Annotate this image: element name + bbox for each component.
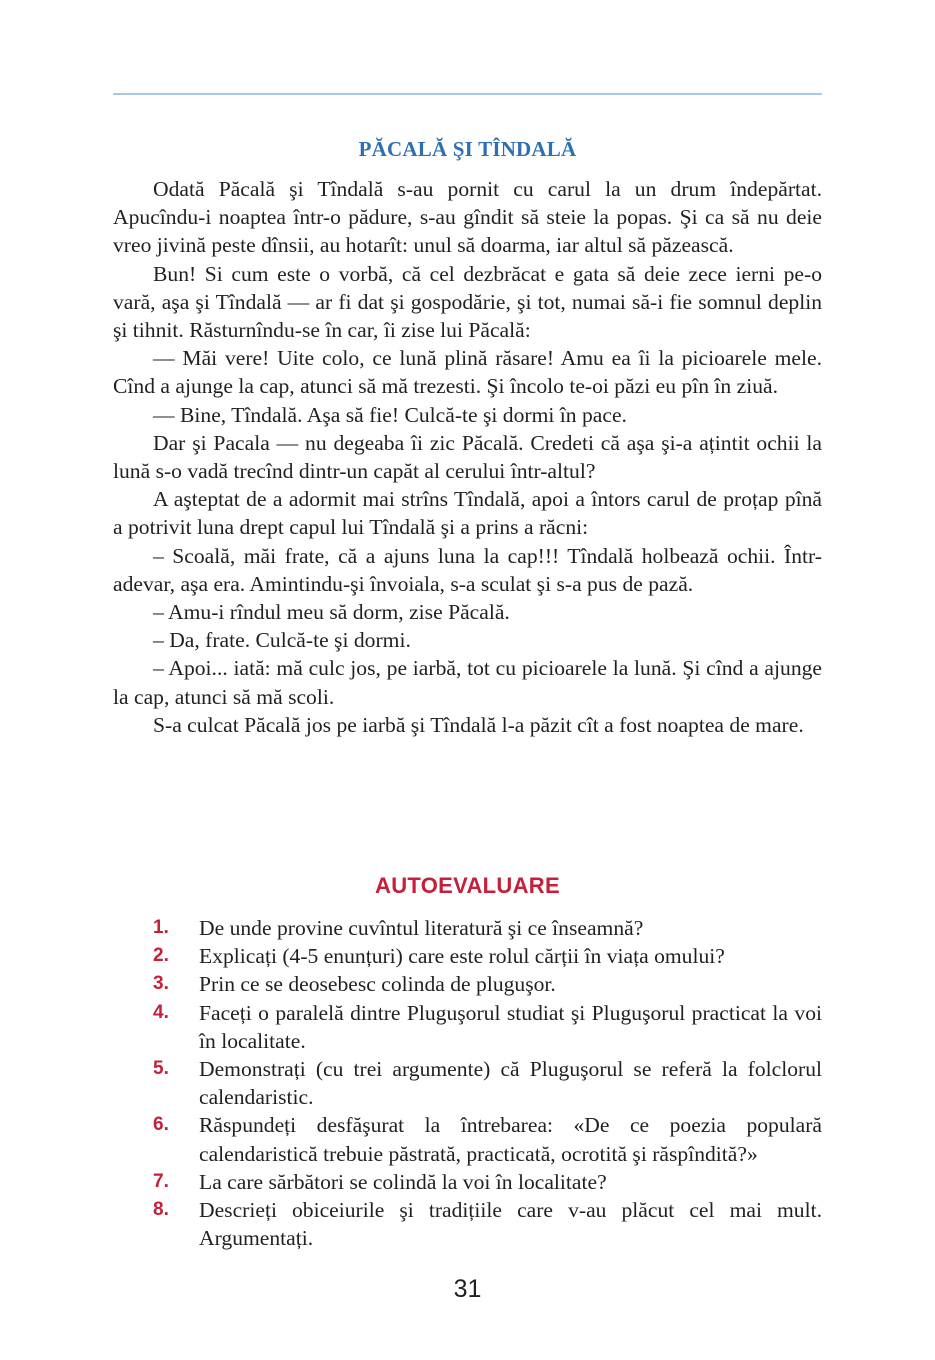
question-number: 8. <box>153 1199 169 1221</box>
question-item <box>113 914 822 942</box>
question-item <box>113 1055 822 1111</box>
question-text: Demonstrați (cu trei argumente) că Pluguşorul se referă la folclorul calendaristic. <box>199 1057 822 1110</box>
story-paragraph: Bun! Si cum este o vorbă, că cel dezbrăcat e gata să deie zece ierni pe-o vară, aşa şi Tîndală — ar fi dat şi gospodărie, şi tot, numai să-i fie somnul deplin şi tihnit. Răsturnîndu-se în car, îi zise lui Păcală: <box>113 261 822 343</box>
question-item <box>113 970 822 998</box>
header-rule <box>113 93 822 95</box>
story-paragraph: – Apoi... iată: mă culc jos, pe iarbă, tot cu picioarele la lună. Şi cînd a ajunge la cap, atunci să mă scoli. <box>113 656 822 709</box>
question-item <box>113 942 822 970</box>
question-text: Răspundeți desfăşurat la întrebarea: «De ce poezia populară calendaristică trebuie păstrată, practicată, ocrotită şi răspîndită?» <box>199 1113 822 1166</box>
question-text: Faceți o paralelă dintre Pluguşorul studiat şi Pluguşorul practicat la voi în localitate. <box>199 1000 822 1053</box>
question-text: Descrieți obiceiurile şi tradițiile care v-au plăcut cel mai mult. Argumentați. <box>199 1198 822 1251</box>
story-paragraph: – Amu-i rîndul meu să dorm, zise Păcală. <box>153 600 510 625</box>
question-number: 2. <box>153 945 169 967</box>
story-paragraph: Dar şi Pacala — nu degeaba îi zic Păcală. Credeti că aşa şi-a ațintit ochii la lună s-o vadă trecînd dintr-un capăt al cerului într-altul? <box>113 430 822 484</box>
question-number: 1. <box>153 917 169 938</box>
story-body <box>113 175 822 739</box>
question-text: La care sărbători se colindă la voi în localitate? <box>199 1169 607 1194</box>
question-item <box>113 1168 822 1196</box>
story-title: PĂCALĂ ŞI TÎNDALĂ <box>358 137 577 161</box>
page-number: 31 <box>453 1275 482 1303</box>
question-item <box>113 1196 822 1252</box>
question-list <box>113 914 822 1252</box>
story-paragraph: — Bine, Tîndală. Aşa să fie! Culcă-te şi dormi în pace. <box>153 402 627 427</box>
question-number: 6. <box>153 1114 169 1136</box>
question-text: De unde provine cuvîntul literatură şi ce înseamnă? <box>199 916 644 940</box>
question-text: Prin ce se deosebesc colinda de pluguşor. <box>199 972 556 997</box>
story-paragraph: — Măi vere! Uite colo, ce lună plină răsare! Amu ea îi la picioarele mele. Cînd a ajunge la cap, atunci să mă trezesti. Şi încolo te-oi păzi eu pîn în ziuă. <box>113 346 822 399</box>
question-number: 5. <box>153 1058 169 1080</box>
autoevaluare-title: AUTOEVALUARE <box>375 873 560 898</box>
story-paragraph: – Scoală, măi frate, că a ajuns luna la cap!!! Tîndală holbează ochii. Într-adevar, aşa era. Amintindu-şi învoiala, s-a sculat şi s-a pus de pază. <box>113 543 822 596</box>
question-text: Explicați (4-5 enunțuri) care este rolul cărții în viața omului? <box>199 944 725 969</box>
story-paragraph: S-a culcat Păcală jos pe iarbă şi Tîndală l-a păzit cît a fost noaptea de mare. <box>153 712 804 737</box>
question-item <box>113 1111 822 1167</box>
story-paragraph: Odată Păcală şi Tîndală s-au pornit cu carul la un drum îndepărtat. Apucîndu-i noaptea într-o pădure, s-au gîndit să steie la popas. Şi ca să nu deie vreo jivină peste dînsii, au hotarît: unul să doarma, iar altul să păzească. <box>113 177 822 258</box>
story-paragraph: A aşteptat de a adormit mai strîns Tîndală, apoi a întors carul de proțap pînă a potrivit luna drept capul lui Tîndală şi a prins a răcni: <box>113 487 822 540</box>
question-number: 4. <box>153 1001 169 1023</box>
story-paragraph: – Da, frate. Culcă-te şi dormi. <box>153 628 411 653</box>
question-number: 7. <box>153 1170 169 1192</box>
question-item <box>113 999 822 1055</box>
question-number: 3. <box>153 973 169 995</box>
